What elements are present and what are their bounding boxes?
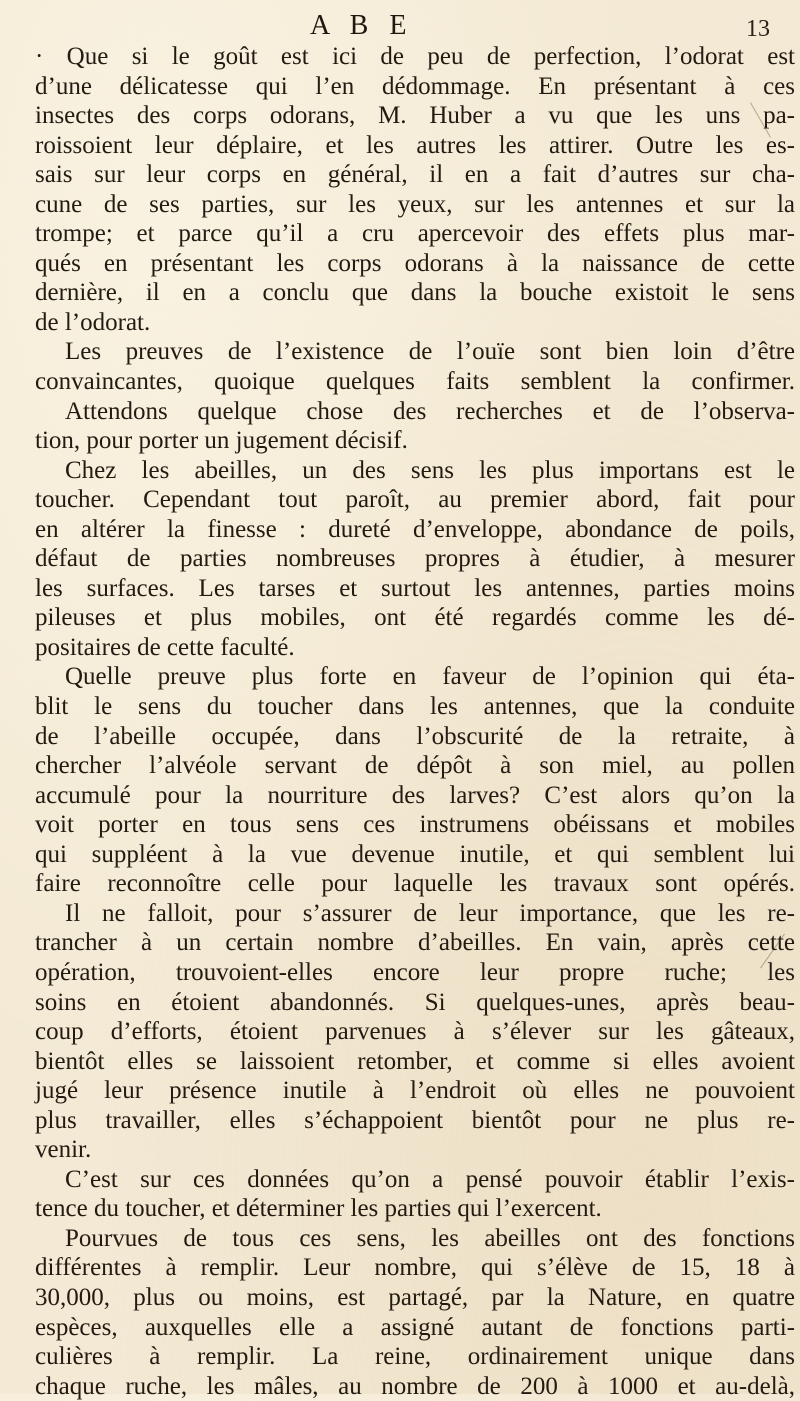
text-line: de l’odorat. [35, 308, 151, 336]
text-line: Pourvues de tous ces sens, les abeilles ont des fonctions [65, 1224, 795, 1252]
text-line: défaut de parties nombreuses propres à étudier, à mesurer [35, 545, 795, 573]
text-line: plus travailler, elles s’échappoient bientôt pour ne plus re- [35, 1106, 795, 1134]
text-line: toucher. Cependant tout paroît, au premier abord, fait pour [35, 486, 795, 514]
text-line: sais sur leur corps en général, il en a fait d’autres sur cha- [35, 161, 795, 189]
body-text [35, 42, 795, 1401]
text-line: bientôt elles se laissoient retomber, et comme si elles avoient [35, 1047, 795, 1075]
text-line: blit le sens du toucher dans les antennes, que la conduite [35, 693, 795, 721]
text-line: espèces, auxquelles elle a assigné autant de fonctions parti- [35, 1313, 795, 1341]
text-line: roissoient leur déplaire, et les autres les attirer. Outre les es- [35, 131, 795, 159]
text-line: venir. [35, 1136, 92, 1164]
text-line: · Que si le goût est ici de peu de perfection, l’odorat est [35, 43, 795, 70]
text-line: différentes à remplir. Leur nombre, qui s’élève de 15, 18 à [35, 1254, 795, 1282]
text-line: accumulé pour la nourriture des larves? C’est alors qu’on la [35, 781, 795, 809]
text-line: positaires de cette faculté. [35, 633, 295, 661]
text-line: jugé leur présence inutile à l’endroit où elles ne pouvoient [35, 1077, 795, 1105]
text-line: de l’abeille occupée, dans l’obscurité de la retraite, à [35, 722, 795, 750]
text-line: faire reconnoître celle pour laquelle les travaux sont opérés. [35, 870, 795, 898]
text-line: dernière, il en a conclu que dans la bouche existoit le sens [35, 279, 795, 307]
text-line: Les preuves de l’existence de l’ouïe sont bien loin d’être [65, 338, 795, 366]
text-line: qués en présentant les corps odorans à la naissance de cette [35, 249, 795, 277]
text-line: en altérer la finesse : dureté d’enveloppe, abondance de poils, [35, 515, 795, 543]
text-line: pileuses et plus mobiles, ont été regardés comme les dé- [35, 604, 795, 632]
text-line: Il ne falloit, pour s’assurer de leur importance, que les re- [65, 899, 795, 927]
text-line: d’une délicatesse qui l’en dédommage. En présentant à ces [35, 72, 795, 100]
running-title: A B E [310, 10, 414, 41]
text-line: Quelle preuve plus forte en faveur de l’opinion qui éta- [65, 663, 795, 691]
text-line: culières à remplir. La reine, ordinairement unique dans [35, 1343, 795, 1371]
running-head [0, 6, 800, 42]
text-line: chaque ruche, les mâles, au nombre de 200 à 1000 et au-delà, [35, 1372, 795, 1400]
text-line: cune de ses parties, sur les yeux, sur les antennes et sur la [35, 190, 795, 218]
text-line: soins en étoient abandonnés. Si quelques-unes, après beau- [35, 988, 795, 1016]
text-line: C’est sur ces données qu’on a pensé pouvoir établir l’exis- [65, 1165, 795, 1193]
text-line: Chez les abeilles, un des sens les plus importans est le [65, 456, 795, 484]
text-line: tion, pour porter un jugement décisif. [35, 427, 408, 455]
text-line: insectes des corps odorans, M. Huber a vu que les uns pa- [35, 102, 795, 130]
text-line: chercher l’alvéole servant de dépôt à son miel, au pollen [35, 752, 795, 780]
text-line: qui suppléent à la vue devenue inutile, et qui semblent lui [35, 840, 795, 868]
text-line: trompe; et parce qu’il a cru apercevoir des effets plus mar- [35, 220, 795, 248]
page-number: 13 [746, 16, 770, 42]
text-line: trancher à un certain nombre d’abeilles. En vain, après cette [35, 929, 795, 957]
text-line: Attendons quelque chose des recherches et de l’observa- [65, 397, 795, 425]
text-line: coup d’efforts, étoient parvenues à s’élever sur les gâteaux, [35, 1018, 795, 1046]
text-line: voit porter en tous sens ces instrumens obéissans et mobiles [35, 811, 795, 839]
text-line: convaincantes, quoique quelques faits semblent la confirmer. [35, 368, 795, 396]
text-line: les surfaces. Les tarses et surtout les antennes, parties moins [35, 574, 795, 602]
text-line: opération, trouvoient-elles encore leur propre ruche; les [35, 958, 795, 986]
text-line: tence du toucher, et déterminer les parties qui l’exercent. [35, 1195, 602, 1223]
text-line: 30,000, plus ou moins, est partagé, par la Nature, en quatre [35, 1283, 795, 1311]
